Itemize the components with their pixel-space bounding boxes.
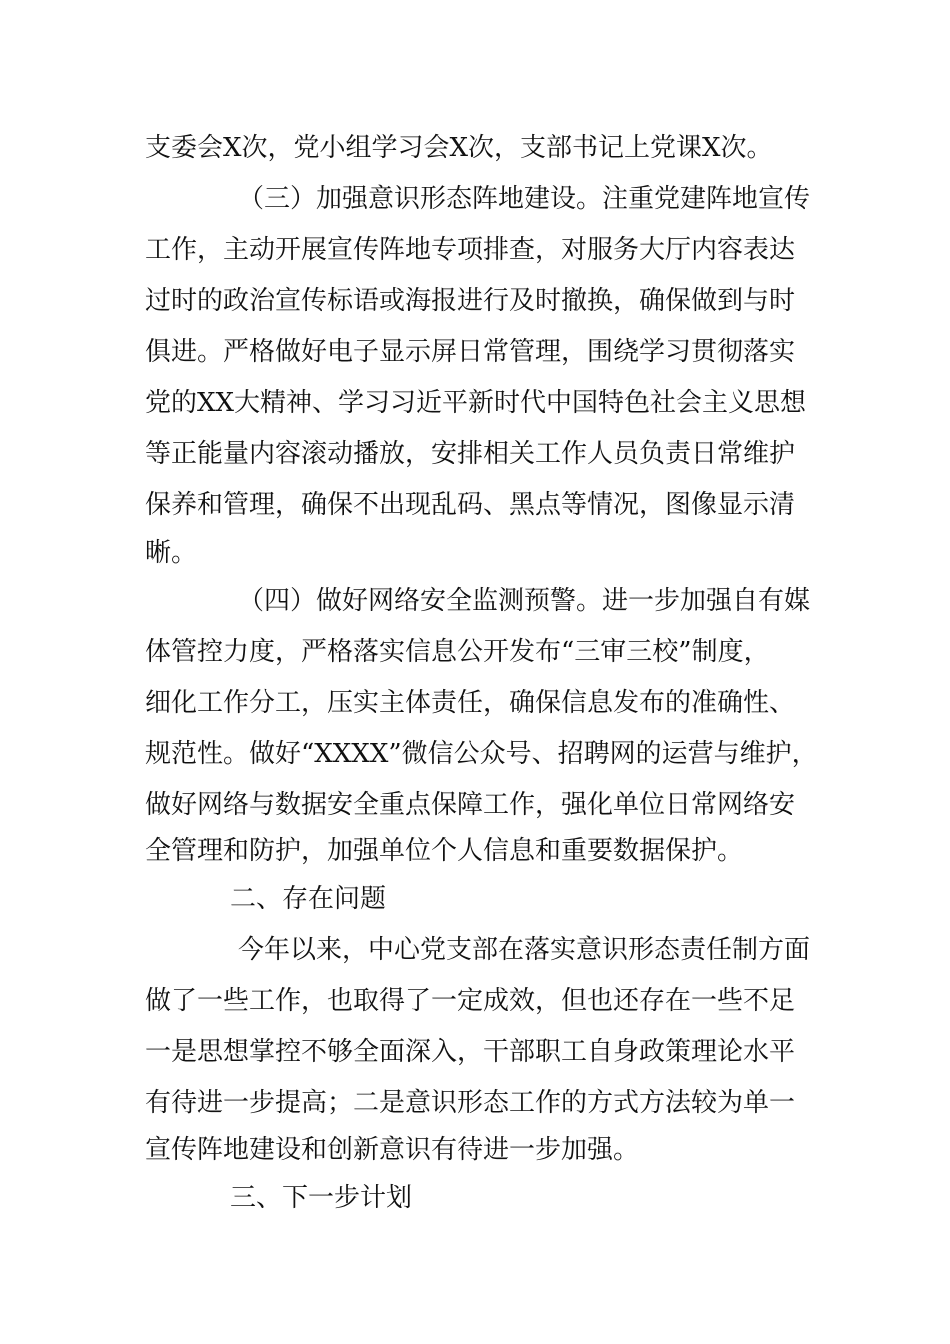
text-line: 保养和管理，确保不出现乱码、黑点等情况，图像显示清 (145, 490, 796, 520)
section-heading-four: （四）做好网络安全监测预警。进一步加强自有媒 (238, 586, 811, 616)
text-line: 党的XX大精神、学习习近平新时代中国特色社会主义思想 (145, 388, 807, 418)
text-line: 有待进一步提高；二是意识形态工作的方式方法较为单一 (145, 1088, 796, 1118)
text-line: 工作，主动开展宣传阵地专项排查，对服务大厅内容表达 (145, 235, 796, 265)
text-line: 全管理和防护，加强单位个人信息和重要数据保护。 (145, 836, 744, 866)
text-line: 宣传阵地建设和创新意识有待进一步加强。 (145, 1135, 640, 1165)
heading-next-plan: 三、下一步计划 (230, 1183, 413, 1213)
heading-problems: 二、存在问题 (230, 884, 387, 914)
text-line: 做好网络与数据安全重点保障工作，强化单位日常网络安 (145, 790, 796, 820)
text-line: 体管控力度，严格落实信息公开发布“三审三校”制度， (145, 637, 770, 667)
text-line: 规范性。做好“XXXX”微信公众号、招聘网的运营与维护， (145, 739, 818, 769)
text-line: 晰。 (145, 538, 198, 568)
section-heading-three: （三）加强意识形态阵地建设。注重党建阵地宣传 (238, 184, 811, 214)
text-line: 一是思想掌控不够全面深入，干部职工自身政策理论水平 (145, 1037, 796, 1067)
text-line: 今年以来，中心党支部在落实意识形态责任制方面 (238, 935, 811, 965)
text-line: 等正能量内容滚动播放，安排相关工作人员负责日常维护 (145, 439, 796, 469)
text-line: 俱进。严格做好电子显示屏日常管理，围绕学习贯彻落实 (145, 337, 796, 367)
text-line: 支委会X次，党小组学习会X次，支部书记上党课X次。 (145, 133, 773, 163)
text-line: 细化工作分工，压实主体责任，确保信息发布的准确性、 (145, 688, 796, 718)
text-line: 过时的政治宣传标语或海报进行及时撤换，确保做到与时 (145, 286, 796, 316)
text-line: 做了一些工作，也取得了一定成效，但也还存在一些不足 (145, 986, 796, 1016)
